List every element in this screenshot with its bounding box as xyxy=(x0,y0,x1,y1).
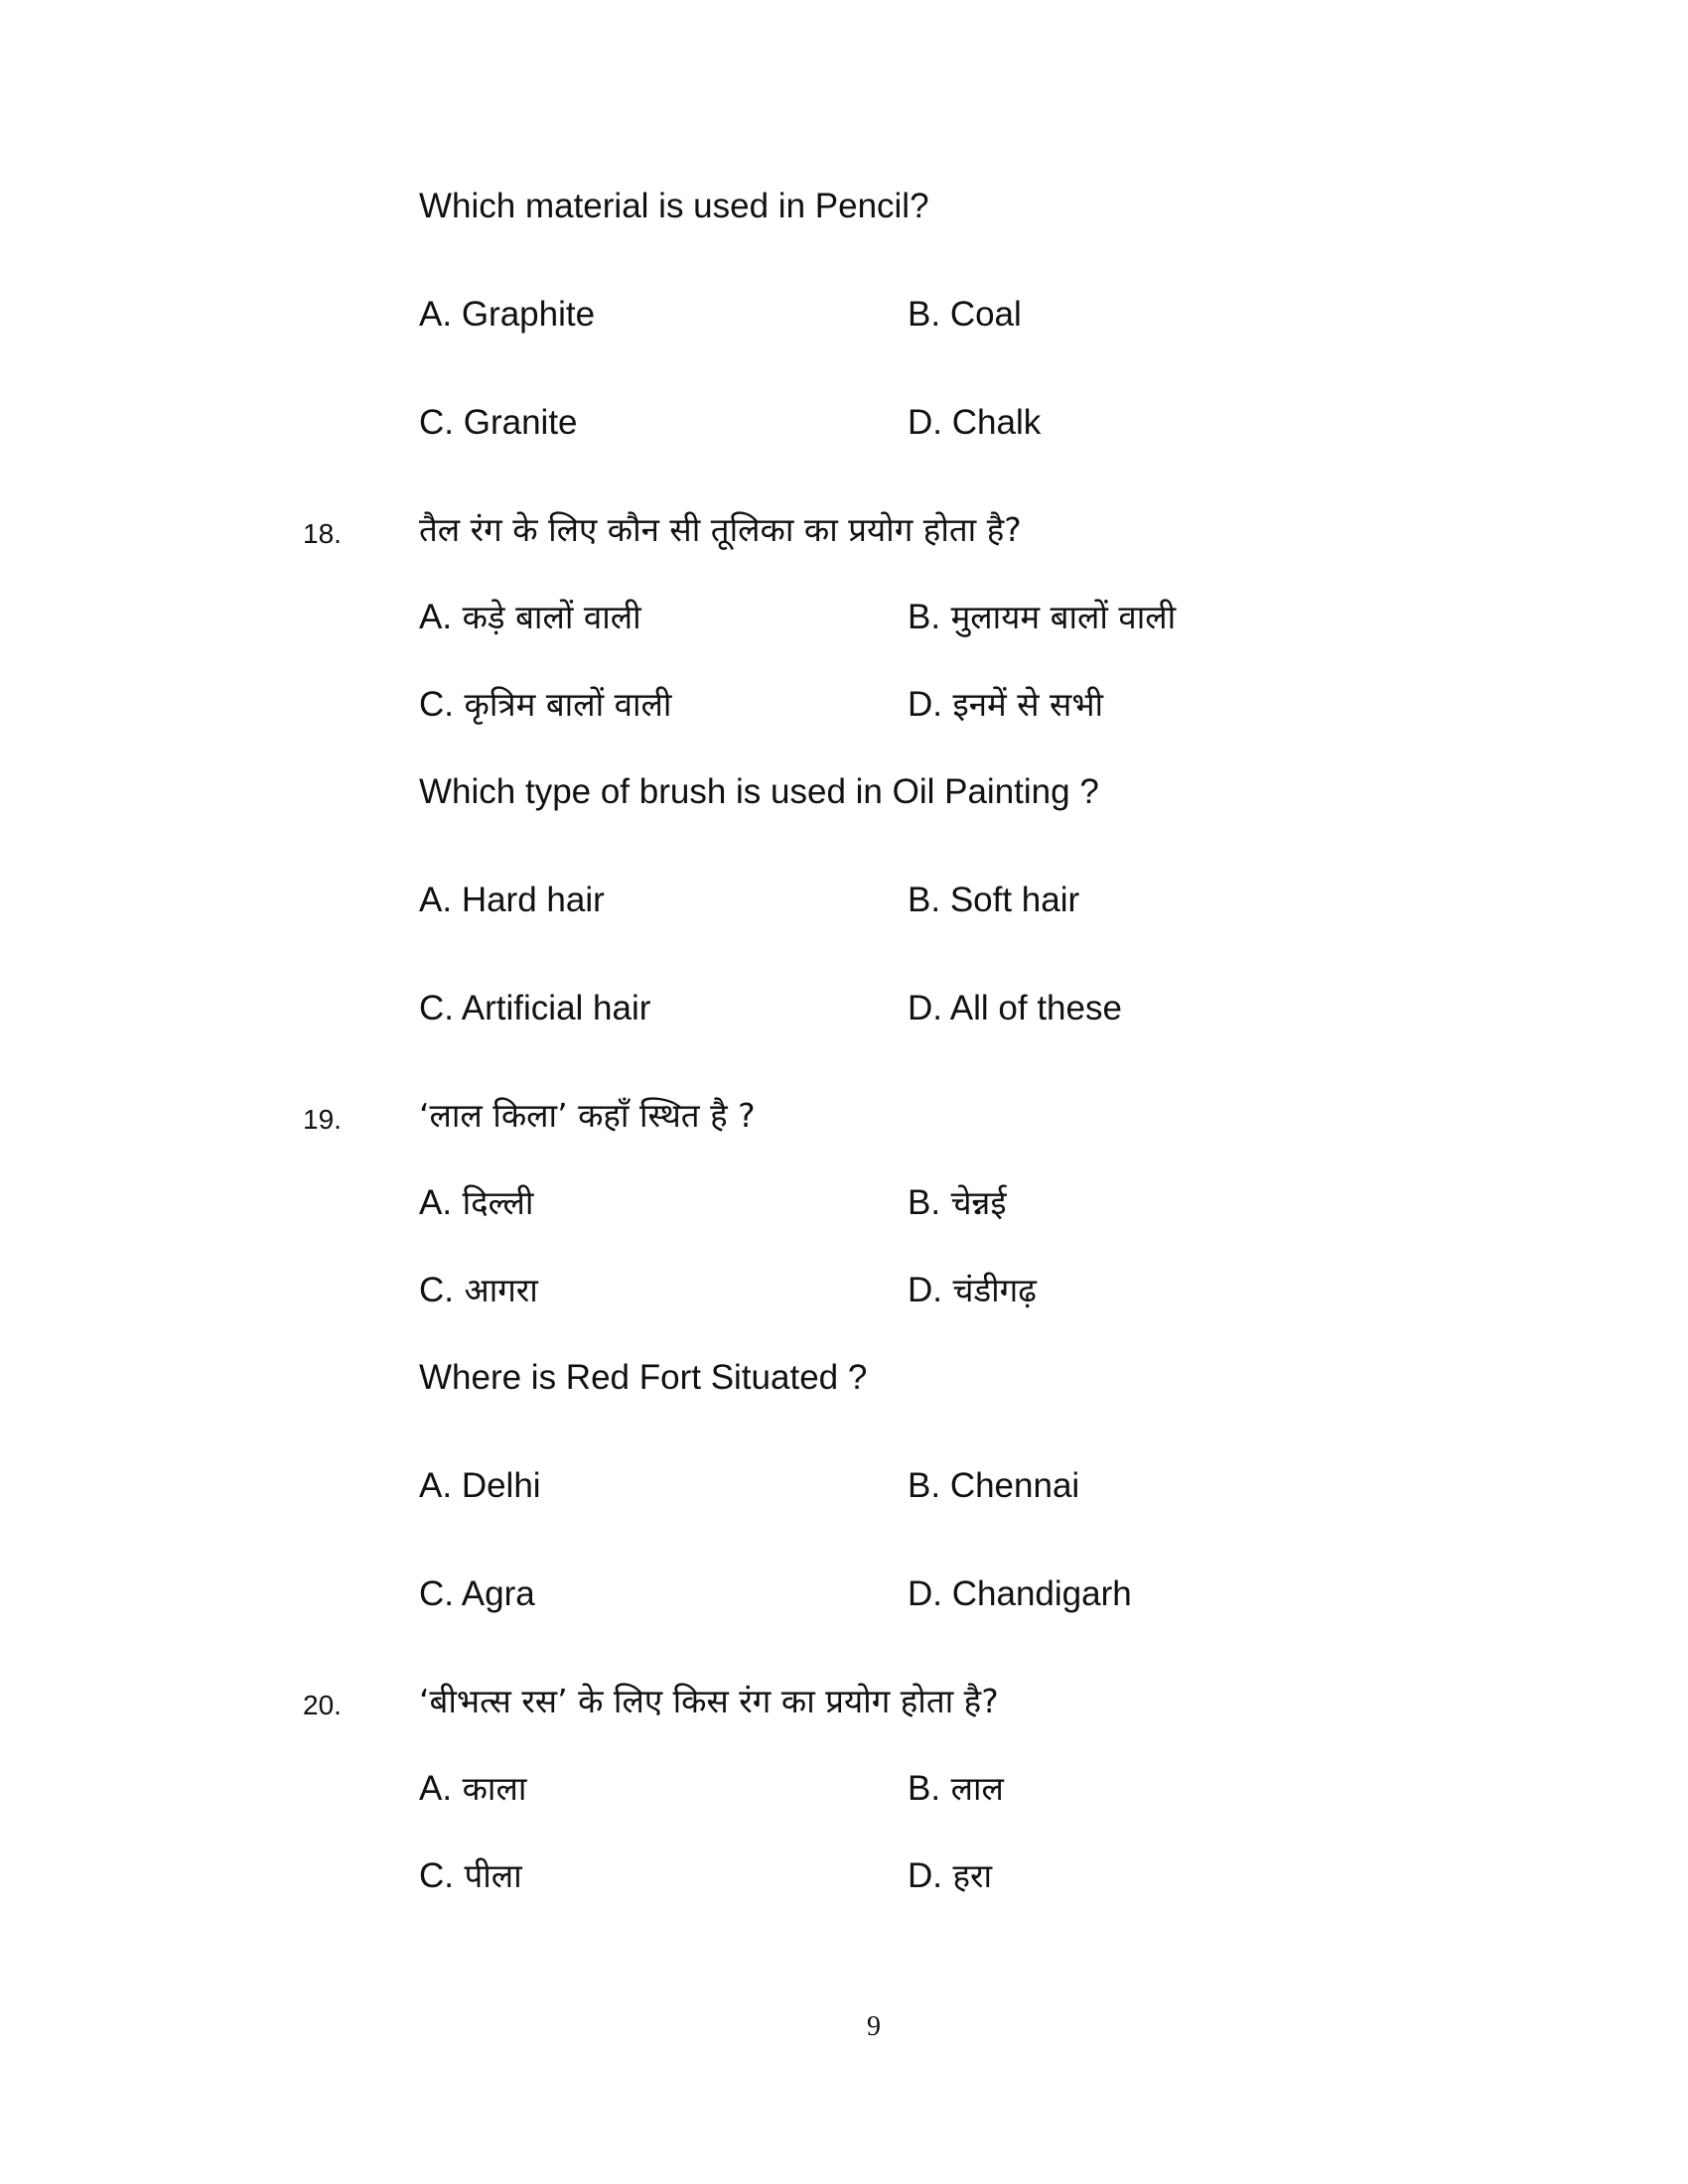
q18-hindi-option-d xyxy=(908,683,1103,727)
option-text: पीला xyxy=(464,1856,522,1895)
q19-number: 19. xyxy=(303,1104,342,1135)
option-text: All of these xyxy=(949,989,1122,1027)
option-letter: B. xyxy=(908,1183,941,1222)
q19-hindi-option-d xyxy=(908,1269,1037,1312)
option-letter: C. xyxy=(419,685,454,724)
option-text: Delhi xyxy=(461,1466,541,1505)
option-text: Chennai xyxy=(949,1466,1080,1505)
option-letter: A. xyxy=(419,295,453,334)
option-letter: B. xyxy=(908,881,941,919)
q17-english-question: Which material is used in Pencil? xyxy=(419,187,929,225)
q19-english-option-c xyxy=(419,1572,535,1616)
option-text: हरा xyxy=(952,1856,993,1895)
q18-number: 18. xyxy=(303,518,342,549)
option-letter: D. xyxy=(908,989,942,1027)
q19-english-question: Where is Red Fort Situated ? xyxy=(419,1358,868,1397)
q20-hindi-option-a xyxy=(419,1767,526,1811)
q18-english-question: Which type of brush is used in Oil Painting ? xyxy=(419,772,1099,811)
option-text: Granite xyxy=(463,403,578,442)
option-letter: D. xyxy=(908,403,942,442)
option-letter: D. xyxy=(908,1856,942,1895)
q20-hindi-option-b xyxy=(908,1767,1004,1811)
option-text: Coal xyxy=(949,295,1022,334)
option-text: Agra xyxy=(461,1574,535,1613)
q19-english-option-b xyxy=(908,1464,1079,1508)
option-letter: A. xyxy=(419,1183,453,1222)
option-text: Graphite xyxy=(461,295,596,334)
option-text: कड़े बालों वाली xyxy=(462,598,641,636)
option-text: चेन्नई xyxy=(950,1183,1007,1222)
option-letter: A. xyxy=(419,881,453,919)
q20-hindi-option-c xyxy=(419,1854,522,1898)
option-text: इनमें से सभी xyxy=(952,685,1104,724)
q17-english-option-c xyxy=(419,401,578,445)
option-text: चंडीगढ़ xyxy=(952,1271,1037,1309)
option-letter: A. xyxy=(419,598,453,636)
option-letter: B. xyxy=(908,1769,941,1808)
q19-english-option-d xyxy=(908,1572,1132,1616)
q18-english-option-b xyxy=(908,879,1079,922)
q18-hindi-option-a xyxy=(419,596,641,639)
q17-english-option-b xyxy=(908,293,1022,337)
option-text: Artificial hair xyxy=(461,989,651,1027)
option-letter: D. xyxy=(908,1574,942,1613)
q18-english-option-c xyxy=(419,987,650,1030)
q19-hindi-option-c xyxy=(419,1269,538,1312)
option-letter: B. xyxy=(908,1466,941,1505)
option-letter: A. xyxy=(419,1769,453,1808)
q19-english-option-a xyxy=(419,1464,541,1508)
q17-english-option-d xyxy=(908,401,1041,445)
q18-hindi-option-b xyxy=(908,596,1176,639)
q20-hindi-question: ‘बीभत्स रस’ के लिए किस रंग का प्रयोग होता है? xyxy=(419,1682,999,1720)
q20-hindi-option-d xyxy=(908,1854,992,1898)
q17-english-option-a xyxy=(419,293,595,337)
option-text: Soft hair xyxy=(949,881,1080,919)
option-text: लाल xyxy=(950,1769,1004,1808)
option-letter: B. xyxy=(908,295,941,334)
option-letter: C. xyxy=(419,1574,454,1613)
option-text: दिल्ली xyxy=(462,1183,534,1222)
option-letter: C. xyxy=(419,1856,454,1895)
option-text: Chalk xyxy=(951,403,1042,442)
option-text: आगरा xyxy=(464,1271,538,1309)
option-text: मुलायम बालों वाली xyxy=(950,598,1177,636)
q18-hindi-question: तैल रंग के लिए कौन सी तूलिका का प्रयोग होता है? xyxy=(419,510,1022,549)
q20-number: 20. xyxy=(303,1690,342,1720)
option-letter: C. xyxy=(419,403,454,442)
q19-hindi-option-b xyxy=(908,1181,1007,1225)
page-number: 9 xyxy=(867,2011,881,2042)
option-letter: D. xyxy=(908,685,942,724)
q19-hindi-option-a xyxy=(419,1181,533,1225)
q18-hindi-option-c xyxy=(419,683,671,727)
q19-hindi-question: ‘लाल किला’ कहाँ स्थित है ? xyxy=(419,1096,756,1135)
option-text: कृत्रिम बालों वाली xyxy=(464,685,672,724)
option-text: काला xyxy=(462,1769,527,1808)
option-text: Chandigarh xyxy=(951,1574,1132,1613)
option-letter: A. xyxy=(419,1466,453,1505)
q18-english-option-a xyxy=(419,879,605,922)
option-letter: C. xyxy=(419,989,454,1027)
option-letter: D. xyxy=(908,1271,942,1309)
q18-english-option-d xyxy=(908,987,1122,1030)
option-text: Hard hair xyxy=(461,881,605,919)
option-letter: B. xyxy=(908,598,941,636)
option-letter: C. xyxy=(419,1271,454,1309)
